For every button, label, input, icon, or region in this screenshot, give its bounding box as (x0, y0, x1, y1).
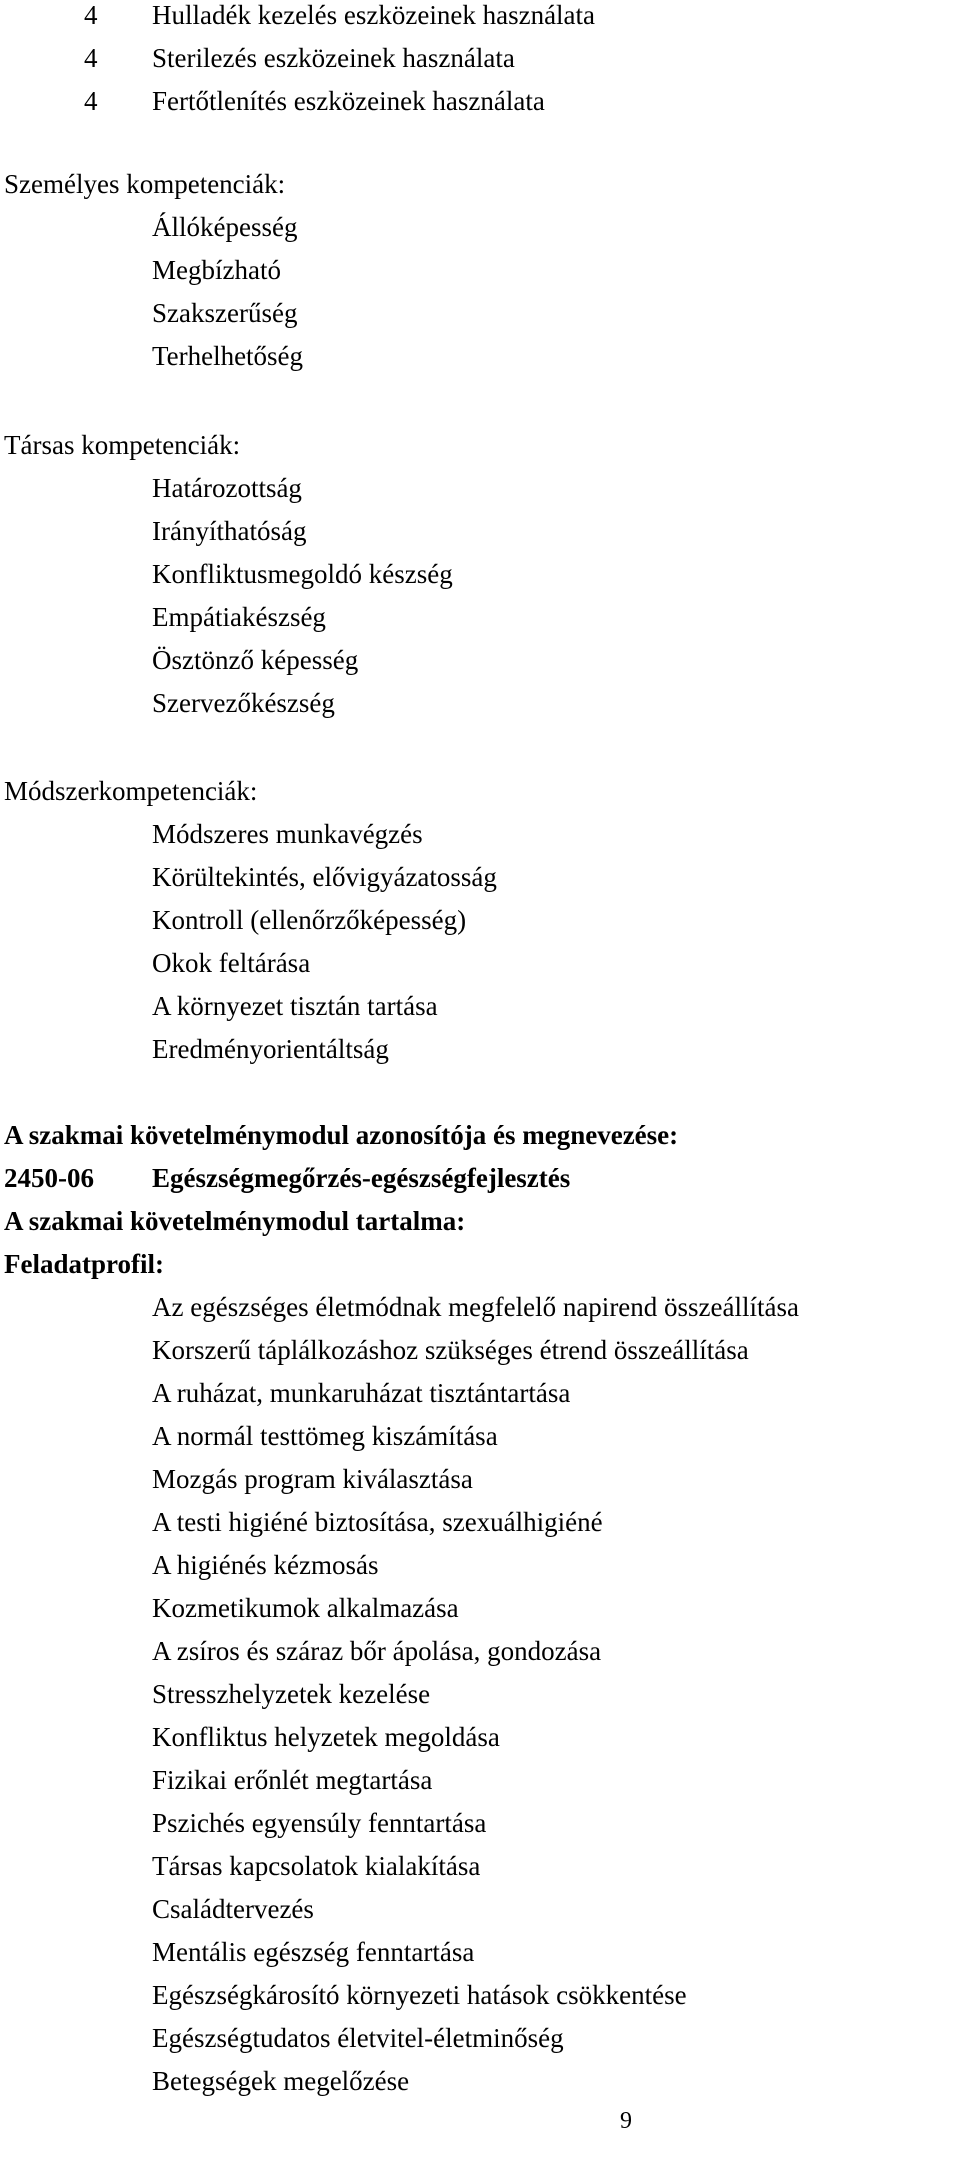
task-item: Társas kapcsolatok kialakítása (152, 1851, 481, 1881)
list-item: Körültekintés, elővigyázatosság (152, 862, 497, 892)
task-item: A normál testtömeg kiszámítása (152, 1421, 498, 1451)
task-item: Családtervezés (152, 1894, 314, 1924)
task-item: Egészségtudatos életvitel-életminőség (152, 2023, 564, 2053)
list-item: Eredményorientáltság (152, 1034, 389, 1064)
list-item: Irányíthatóság (152, 516, 307, 546)
list-item: Kontroll (ellenőrzőképesség) (152, 905, 467, 935)
module-name: Egészségmegőrzés-egészségfejlesztés (152, 1163, 571, 1193)
item-text: Hulladék kezelés eszközeinek használata (152, 0, 596, 30)
task-item: A testi higiéné biztosítása, szexuálhigiéné (152, 1507, 603, 1537)
list-item: Ösztönző képesség (152, 645, 359, 675)
list-item: Konfliktusmegoldó készség (152, 559, 453, 589)
task-item: Egészségkárosító környezeti hatások csökkentése (152, 1980, 687, 2010)
task-item: Stresszhelyzetek kezelése (152, 1679, 431, 1709)
task-item: Mozgás program kiválasztása (152, 1464, 473, 1494)
module-code-row (4, 1157, 571, 1200)
task-item: A ruházat, munkaruházat tisztántartása (152, 1378, 571, 1408)
module-content-heading: A szakmai követelménymodul tartalma: (4, 1206, 466, 1236)
list-item: Terhelhetőség (152, 341, 304, 371)
module-id-heading: A szakmai követelménymodul azonosítója és megnevezése: (4, 1120, 679, 1150)
task-item: Kozmetikumok alkalmazása (152, 1593, 459, 1623)
page-number: 9 (620, 2108, 632, 2134)
task-item: Pszichés egyensúly fenntartása (152, 1808, 487, 1838)
task-item: Mentális egészség fenntartása (152, 1937, 475, 1967)
item-number: 4 (84, 43, 98, 73)
list-item: Megbízható (152, 255, 281, 285)
item-number: 4 (84, 86, 98, 116)
profile-heading: Feladatprofil: (4, 1249, 164, 1279)
task-item: Korszerű táplálkozáshoz szükséges étrend összeállítása (152, 1335, 749, 1365)
item-text: Sterilezés eszközeinek használata (152, 43, 515, 73)
list-item: Módszeres munkavégzés (152, 819, 423, 849)
social-competencies-heading: Társas kompetenciák: (4, 430, 241, 460)
item-number: 4 (84, 0, 98, 30)
task-item: A zsíros és száraz bőr ápolása, gondozása (152, 1636, 602, 1666)
list-item: Okok feltárása (152, 948, 311, 978)
task-item: Fizikai erőnlét megtartása (152, 1765, 433, 1795)
list-item: Határozottság (152, 473, 302, 503)
module-code: 2450-06 (4, 1163, 94, 1193)
list-item: A környezet tisztán tartása (152, 991, 438, 1021)
list-item: Állóképesség (152, 212, 298, 242)
list-item: Szervezőkészség (152, 688, 335, 718)
task-item: Betegségek megelőzése (152, 2066, 410, 2096)
item-text: Fertőtlenítés eszközeinek használata (152, 86, 545, 116)
list-item: Empátiakészség (152, 602, 326, 632)
method-competencies-heading: Módszerkompetenciák: (4, 776, 258, 806)
task-item: Az egészséges életmódnak megfelelő napirend összeállítása (152, 1292, 799, 1322)
personal-competencies-heading: Személyes kompetenciák: (4, 169, 286, 199)
task-item: A higiénés kézmosás (152, 1550, 379, 1580)
task-item: Konfliktus helyzetek megoldása (152, 1722, 500, 1752)
list-item: Szakszerűség (152, 298, 298, 328)
